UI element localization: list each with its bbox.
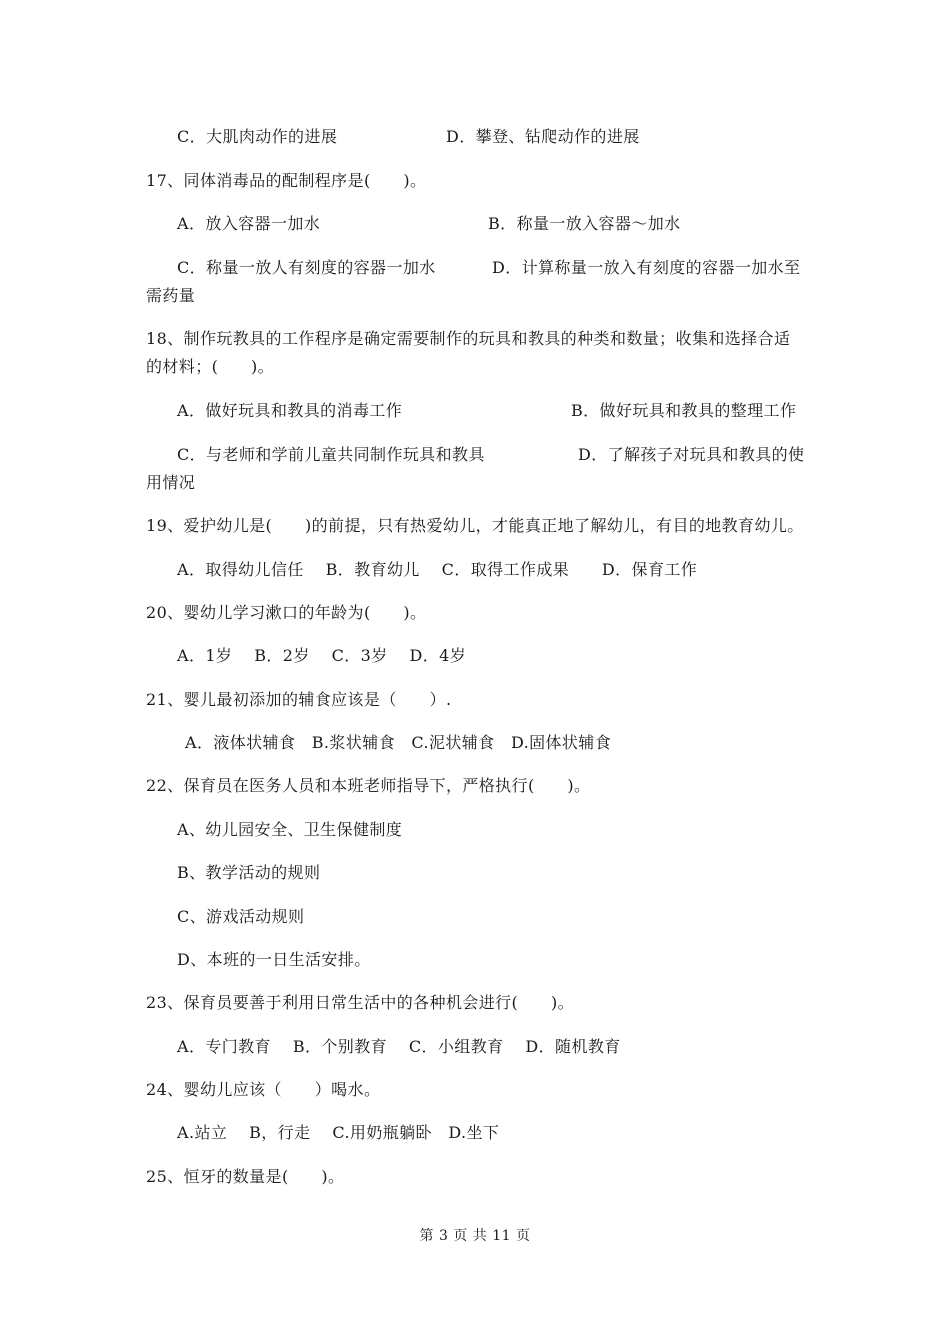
q16-option-d: D．攀登、钻爬动作的进展: [446, 127, 640, 146]
q17-option-c: C．称量一放人有刻度的容器一加水: [177, 258, 436, 277]
q22-option-a: A、幼儿园安全、卫生保健制度: [177, 820, 403, 839]
q17-option-d-cont: 需药量: [146, 286, 196, 305]
q19-options: A．取得幼儿信任 B．教育幼儿 C．取得工作成果 D．保育工作: [177, 560, 698, 579]
q18-option-d-cont: 用情况: [146, 473, 196, 492]
q17-option-a: A．放入容器一加水: [177, 214, 321, 233]
question-23: 23、保育员要善于利用日常生活中的各种机会进行( )。: [146, 993, 575, 1012]
question-21: 21、婴儿最初添加的辅食应该是（ ）.: [146, 690, 452, 709]
question-17: 17、同体消毒品的配制程序是( )。: [146, 171, 427, 190]
q22-option-b: B、教学活动的规则: [177, 863, 321, 882]
q21-options: A．液体状辅食 B.浆状辅食 C.泥状辅食 D.固体状辅食: [185, 733, 612, 752]
q18-option-b: B．做好玩具和教具的整理工作: [571, 401, 797, 420]
question-18-cont: 的材料；( )。: [146, 357, 275, 376]
page-number-footer: 第 3 页 共 11 页: [419, 1228, 531, 1244]
q20-options: A．1岁 B．2岁 C．3岁 D．4岁: [177, 646, 467, 665]
q22-option-d: D、本班的一日生活安排。: [177, 950, 371, 969]
q17-option-b: B．称量一放入容器～加水: [488, 214, 681, 233]
q18-option-a: A．做好玩具和教具的消毒工作: [177, 401, 403, 420]
question-18: 18、制作玩教具的工作程序是确定需要制作的玩具和教具的种类和数量；收集和选择合适: [146, 329, 791, 348]
q18-option-d: D．了解孩子对玩具和教具的使: [578, 445, 805, 464]
q22-option-c: C、游戏活动规则: [177, 907, 305, 926]
q16-option-c: C．大肌肉动作的进展: [177, 127, 338, 146]
q18-option-c: C．与老师和学前儿童共同制作玩具和教具: [177, 445, 485, 464]
q23-options: A．专门教育 B．个别教育 C．小组教育 D．随机教育: [177, 1037, 621, 1056]
question-22: 22、保育员在医务人员和本班老师指导下，严格执行( )。: [146, 776, 591, 795]
question-25: 25、恒牙的数量是( )。: [146, 1167, 345, 1186]
question-24: 24、婴幼儿应该（ ）喝水。: [146, 1080, 381, 1099]
q24-options: A.站立 B，行走 C.用奶瓶躺卧 D.坐下: [177, 1123, 500, 1142]
q17-option-d: D．计算称量一放入有刻度的容器一加水至: [492, 258, 801, 277]
question-20: 20、婴幼儿学习漱口的年龄为( )。: [146, 603, 427, 622]
question-19: 19、爱护幼儿是( )的前提，只有热爱幼儿，才能真正地了解幼儿，有目的地教育幼儿。: [146, 516, 804, 535]
